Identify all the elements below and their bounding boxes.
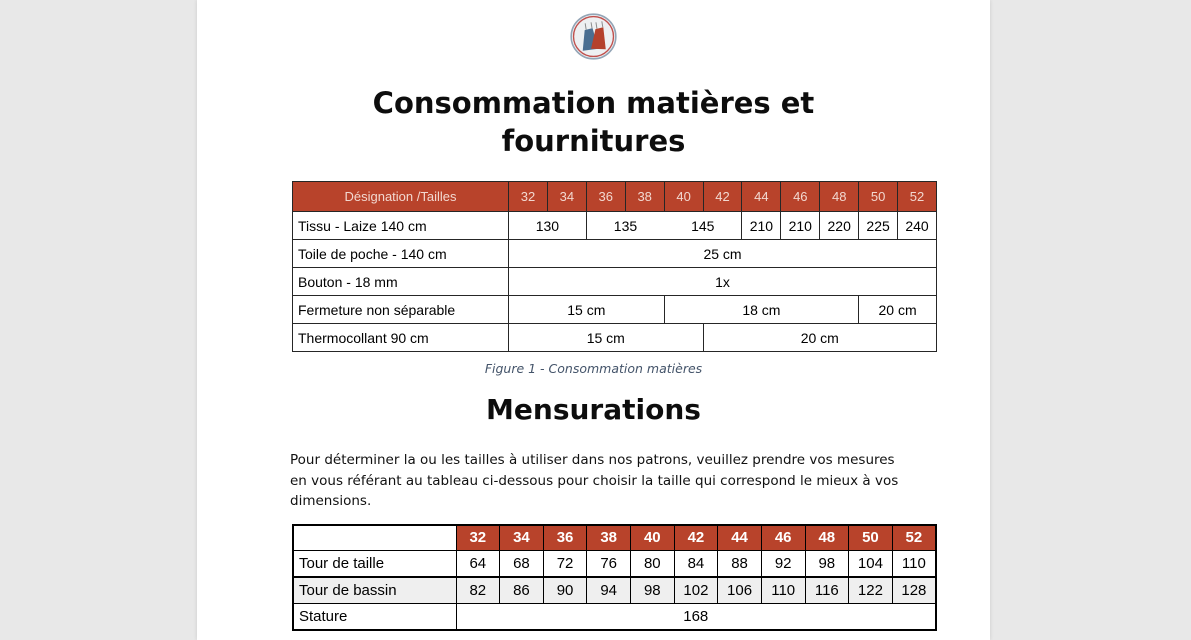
- value-cell: 102: [674, 577, 718, 604]
- size-header-cell: 42: [703, 182, 742, 212]
- value-cell: 68: [500, 550, 544, 577]
- value-cell: 145: [664, 212, 742, 240]
- table-row: [293, 577, 936, 604]
- table-row: [293, 268, 937, 296]
- size-header-cell: 36: [586, 182, 625, 212]
- value-cell: 210: [742, 212, 781, 240]
- size-header-cell: 42: [674, 525, 718, 551]
- designation-header-cell: Désignation /Tailles: [293, 182, 509, 212]
- figure-caption: Figure 1 - Consommation matières: [484, 361, 703, 376]
- size-header-cell: 52: [898, 182, 937, 212]
- size-header-cell: 36: [543, 525, 587, 551]
- value-cell: 25 cm: [509, 240, 937, 268]
- value-cell: 220: [820, 212, 859, 240]
- row-label-cell: Stature: [293, 603, 456, 630]
- size-header-cell: 46: [781, 182, 820, 212]
- size-header-cell: 32: [456, 525, 500, 551]
- value-cell: 94: [587, 577, 631, 604]
- size-header-cell: 38: [625, 182, 664, 212]
- size-header-cell: 48: [805, 525, 849, 551]
- size-header-cell: 44: [742, 182, 781, 212]
- row-label-cell: Tour de taille: [293, 550, 456, 577]
- row-label-cell: Tour de bassin: [293, 577, 456, 604]
- consumption-table: [292, 181, 937, 352]
- size-header-cell: 50: [859, 182, 898, 212]
- value-cell: 92: [761, 550, 805, 577]
- value-cell: 122: [849, 577, 893, 604]
- value-cell: 64: [456, 550, 500, 577]
- size-header-cell: 32: [509, 182, 548, 212]
- table-row: [293, 296, 937, 324]
- tailles-header-cell: Tailles: [293, 525, 456, 551]
- value-cell: 110: [892, 550, 936, 577]
- size-header-cell: 34: [547, 182, 586, 212]
- measurements-header-row: [293, 525, 936, 551]
- size-header-cell: 34: [500, 525, 544, 551]
- value-cell: 90: [543, 577, 587, 604]
- value-cell: 15 cm: [509, 324, 704, 352]
- value-cell: 84: [674, 550, 718, 577]
- value-cell: 104: [849, 550, 893, 577]
- size-header-cell: 46: [761, 525, 805, 551]
- value-cell: 82: [456, 577, 500, 604]
- value-cell: 20 cm: [703, 324, 936, 352]
- value-cell: 88: [718, 550, 762, 577]
- row-label-cell: Toile de poche - 140 cm: [293, 240, 509, 268]
- value-cell: 128: [892, 577, 936, 604]
- intro-paragraph: Pour déterminer la ou les tailles à utiliser dans nos patrons, veuillez prendre vos mesures en vous référant au tableau ci-dessous pour choisir la taille qui correspond le mieux à vos dimensions.: [290, 452, 899, 509]
- value-cell: 240: [898, 212, 937, 240]
- value-cell: 168: [456, 603, 936, 630]
- row-label-cell: Tissu - Laize 140 cm: [293, 212, 509, 240]
- value-cell: 15 cm: [509, 296, 665, 324]
- size-header-cell: 50: [849, 525, 893, 551]
- measurements-table: [292, 524, 937, 631]
- value-cell: 98: [805, 550, 849, 577]
- value-cell: 72: [543, 550, 587, 577]
- document-page: [197, 0, 990, 640]
- value-cell: 76: [587, 550, 631, 577]
- table-row: [293, 212, 937, 240]
- size-header-cell: 44: [718, 525, 762, 551]
- table-row: [293, 550, 936, 577]
- value-cell: 80: [631, 550, 675, 577]
- size-header-cell: 40: [631, 525, 675, 551]
- size-header-cell: 52: [892, 525, 936, 551]
- value-cell: 225: [859, 212, 898, 240]
- value-cell: 130: [509, 212, 587, 240]
- value-cell: 106: [718, 577, 762, 604]
- table-row: [293, 603, 936, 630]
- value-cell: 210: [781, 212, 820, 240]
- size-header-cell: 48: [820, 182, 859, 212]
- size-header-cell: 38: [587, 525, 631, 551]
- value-cell: 135: [586, 212, 664, 240]
- value-cell: 116: [805, 577, 849, 604]
- value-cell: 18 cm: [664, 296, 859, 324]
- size-header-cell: 40: [664, 182, 703, 212]
- row-label-cell: Thermocollant 90 cm: [293, 324, 509, 352]
- section-title: Mensurations: [486, 393, 701, 426]
- value-cell: 86: [500, 577, 544, 604]
- row-label-cell: Bouton - 18 mm: [293, 268, 509, 296]
- value-cell: 98: [631, 577, 675, 604]
- consumption-header-row: [293, 182, 937, 212]
- value-cell: 110: [761, 577, 805, 604]
- table-row: [293, 324, 937, 352]
- value-cell: 1x: [509, 268, 937, 296]
- row-label-cell: Fermeture non séparable: [293, 296, 509, 324]
- page-title: Consommation matières et fournitures: [372, 86, 815, 158]
- value-cell: 20 cm: [859, 296, 937, 324]
- table-row: [293, 240, 937, 268]
- camisole-logo-icon: [570, 13, 617, 60]
